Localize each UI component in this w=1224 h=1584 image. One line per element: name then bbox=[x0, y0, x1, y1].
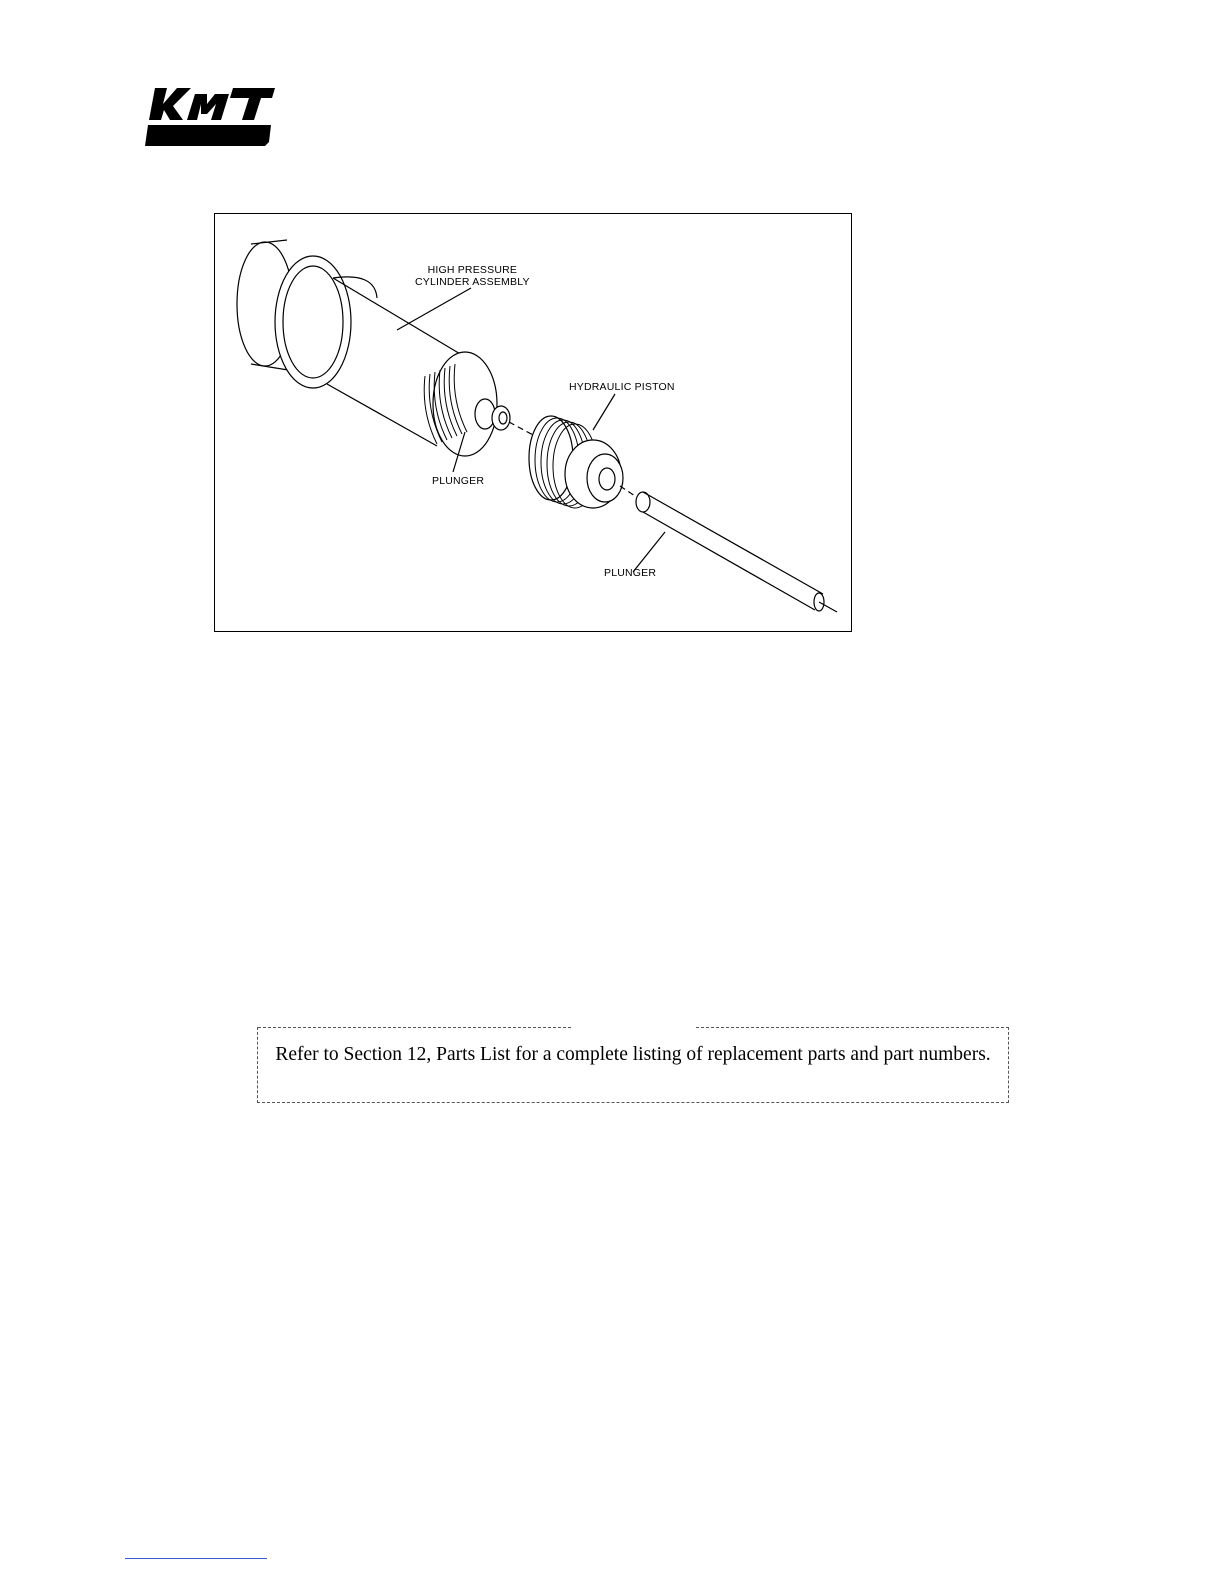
callout-hydraulic-piston: HYDRAULIC PISTON bbox=[569, 381, 675, 393]
parts-list-note bbox=[257, 1027, 1009, 1103]
note-border-top-right bbox=[696, 1027, 1009, 1028]
callout-plunger-right: PLUNGER bbox=[604, 567, 657, 579]
note-border-top-left bbox=[258, 1027, 571, 1028]
kmt-logo-mark bbox=[143, 84, 277, 148]
callout-cylinder-line2: CYLINDER ASSEMBLY bbox=[415, 276, 530, 288]
callout-plunger-left: PLUNGER bbox=[432, 475, 485, 487]
footer-rule bbox=[125, 1558, 267, 1559]
kmt-logo bbox=[143, 84, 277, 148]
assembly-drawing bbox=[215, 214, 853, 633]
callout-cylinder-assembly bbox=[415, 264, 530, 288]
exploded-assembly-figure bbox=[214, 213, 852, 632]
note-text: Refer to Section 12, Parts List for a complete listing of replacement parts and part numbers. bbox=[275, 1044, 991, 1065]
callout-cylinder-line1: HIGH PRESSURE bbox=[427, 264, 518, 276]
